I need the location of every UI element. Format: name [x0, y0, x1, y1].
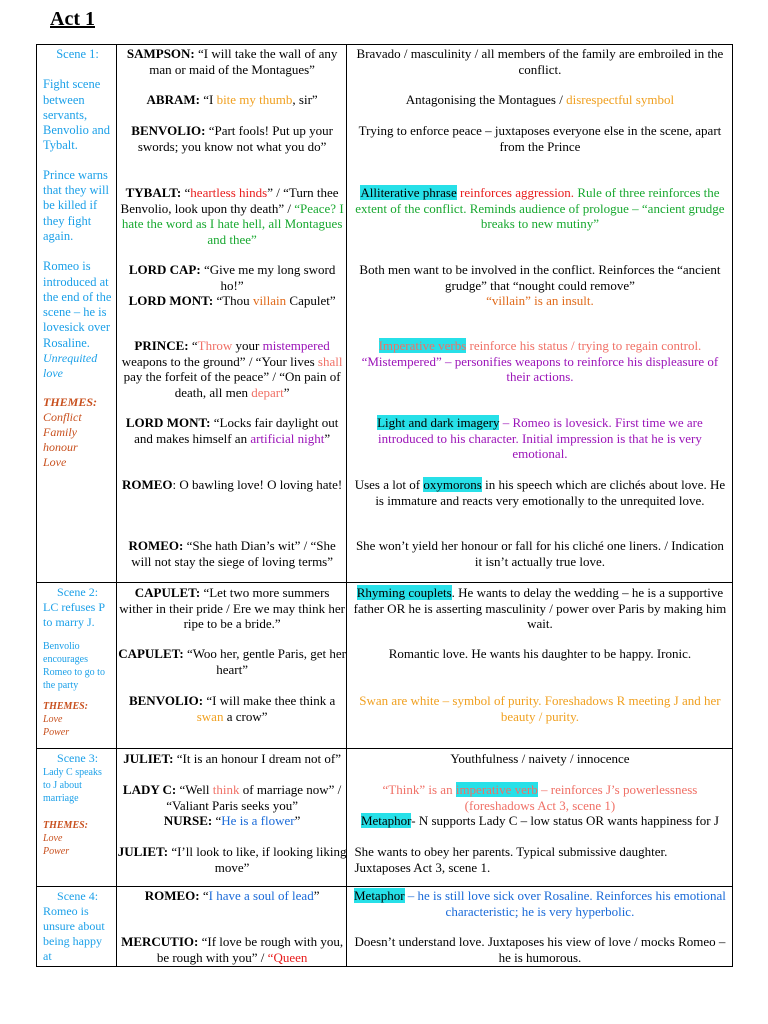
quote: [117, 185, 347, 247]
text-span: “: [184, 185, 191, 200]
quote: [117, 338, 347, 400]
text-span: “Locks fair daylight out and makes himself an: [134, 415, 339, 446]
quote: [117, 262, 347, 309]
scene-summary: Romeo is unsure about being happy at: [43, 904, 105, 963]
text-span: artificial night: [250, 430, 325, 446]
quote-cell: [117, 887, 347, 967]
speaker-name: PRINCE:: [134, 338, 189, 353]
text-span: Rhyming couplets: [356, 585, 452, 600]
text-span: “: [215, 813, 222, 828]
text-span: in his speech which are clichés about love. He is immature and reacts very emotionally to the unrequited love.: [375, 477, 726, 508]
theme-item: Love: [43, 833, 63, 844]
page-title: Act 1: [50, 8, 95, 30]
analysis: Swan are white – symbol of purity. Foreshadows R meeting J and her beauty / purity.: [359, 693, 721, 724]
scene-summary: Lady C speaks to J about marriage: [43, 767, 102, 804]
analysis: [347, 782, 732, 813]
analysis: [347, 92, 732, 108]
quote: [117, 751, 347, 767]
quote: [117, 844, 347, 875]
scene-cell: [37, 583, 117, 749]
theme-item: Power: [43, 846, 70, 857]
text-span: – reinforces J’s powerlessness (foreshadows Act 3, scene 1): [464, 782, 698, 813]
scene-cell: [37, 749, 117, 887]
text-span: “Well: [179, 782, 213, 797]
scene-summary: LC refuses P to marry J.: [43, 600, 105, 629]
table-row: [37, 45, 733, 583]
quote: [117, 585, 347, 632]
quote: [117, 888, 347, 904]
speaker-name: LORD CAP:: [128, 262, 201, 277]
speaker-name: ROMEO:: [128, 538, 184, 553]
text-span: “It is an honour I dream not of”: [176, 751, 342, 766]
text-span: depart: [251, 384, 284, 400]
text-span: “Let two more summers wither in their pride / Ere we may think her ripe to be a bride.”: [119, 585, 345, 631]
text-span: Metaphor: [353, 888, 405, 903]
text-span: . He wants to delay the wedding – he is a supportive father OR he is asserting masculinity / power over Paris by making him wait.: [353, 585, 727, 631]
theme-item: Love: [43, 714, 63, 725]
speaker-name: SAMPSON:: [126, 46, 195, 61]
text-span: “I will make thee think a: [206, 693, 336, 708]
speaker-name: ROMEO: [121, 477, 173, 492]
text-span: “I’ll look to like, if looking liking move”: [171, 844, 347, 875]
speaker-name: BENVOLIO:: [131, 123, 206, 138]
scene-heading: Scene 1:: [56, 47, 99, 61]
analysis: [347, 888, 732, 919]
analysis-cell: [347, 583, 733, 749]
quote-cell: [117, 749, 347, 887]
text-span: Light and dark imagery: [377, 415, 500, 430]
analysis: Romantic love. He wants his daughter to be happy. Ironic.: [388, 646, 692, 661]
text-span: ” / “Turn thee Benvolio, look upon thy death” /: [120, 185, 339, 216]
text-span: ”: [313, 888, 320, 903]
text-span: heartless hinds: [190, 185, 268, 200]
text-span: Uses a lot of: [354, 477, 424, 492]
text-span: “I will take the wall of any man or maid of the Montagues”: [149, 46, 338, 77]
text-span: - N supports Lady C – low status OR wants happiness for J: [411, 813, 719, 828]
text-span: He is a flower: [221, 813, 295, 828]
analysis: [347, 813, 732, 829]
analysis-table: [36, 44, 733, 967]
text-span: ”: [294, 813, 301, 828]
table-row: [37, 749, 733, 887]
text-span: “: [202, 888, 209, 903]
analysis: She won’t yield her honour or fall for his cliché one liners. / Indication it isn’t actually true love.: [355, 538, 724, 569]
themes-label: THEMES:: [43, 820, 89, 831]
speaker-name: BENVOLIO:: [128, 693, 204, 708]
analysis: [347, 185, 732, 232]
text-span: “villain” is an insult.: [486, 293, 594, 308]
text-span: “Mistempered” – personifies weapons to reinforce his displeasure of their actions.: [361, 353, 719, 384]
text-span: Capulet”: [286, 293, 336, 308]
speaker-name: LORD MONT:: [125, 415, 211, 430]
text-span: a crow”: [223, 708, 268, 724]
table-row: [37, 887, 733, 967]
scene-summary: Prince warns that they will be killed if they fight again.: [43, 167, 109, 243]
analysis: [347, 477, 732, 508]
text-span: mistempered: [262, 338, 330, 353]
quote: [117, 415, 347, 446]
scene-summary: Fight scene between servants, Benvolio and Tybalt.: [43, 77, 111, 153]
theme-item: Love: [43, 455, 67, 470]
text-span: Alliterative phrase: [360, 185, 457, 200]
quote: [117, 693, 347, 724]
quote-cell: [117, 583, 347, 749]
text-span: reinforces aggression.: [456, 185, 575, 200]
quote: [117, 477, 347, 493]
speaker-name: CAPULET:: [118, 646, 184, 661]
analysis: Trying to enforce peace – juxtaposes everyone else in the scene, apart from the Prince: [358, 123, 722, 154]
text-span: imperative verb: [455, 782, 538, 797]
text-span: “Queen: [267, 949, 308, 965]
scene-heading: Scene 3:: [57, 751, 99, 765]
text-span: weapons to the ground” / “Your lives: [121, 353, 318, 369]
scene-cell: [37, 45, 117, 583]
quote: [117, 934, 347, 965]
text-span: “I: [203, 92, 217, 107]
text-span: reinforce his status / trying to regain control.: [466, 338, 702, 353]
speaker-name: JULIET:: [123, 751, 174, 766]
scene-cell: [37, 887, 117, 967]
text-span: – Romeo is lovesick. First time we are introduced to his character. Initial impression is that he is very emotional.: [378, 415, 703, 461]
text-span: “Thou: [216, 293, 253, 308]
text-span: Antagonising the Montagues /: [405, 92, 567, 107]
analysis: Doesn’t understand love. Juxtaposes his view of love / mocks Romeo – he is humorous.: [354, 934, 726, 965]
text-span: : O bawling love! O loving hate!: [172, 477, 343, 492]
text-span: “She hath Dian’s wit” / “She will not stay the siege of loving terms”: [131, 538, 336, 569]
scene-heading: Scene 2:: [57, 585, 99, 599]
text-span: Rule of three reinforces the extent of the conflict. Reminds audience of prologue – “ancient grudge breaks to new mutiny”: [355, 185, 725, 231]
scene-summary: Benvolio encourages Romeo to go to the party: [43, 641, 105, 691]
text-span: think: [212, 782, 240, 797]
text-span: bite my thumb: [216, 92, 293, 107]
text-span: swan: [196, 708, 224, 724]
analysis-cell: [347, 887, 733, 967]
analysis: Youthfulness / naivety / innocence: [450, 751, 630, 766]
text-span: Throw: [197, 338, 233, 353]
text-span: I have a soul of lead: [208, 888, 314, 903]
speaker-name: NURSE:: [163, 813, 213, 828]
quote: [117, 813, 347, 829]
text-span: “If love be rough with you, be rough with you” /: [156, 934, 344, 965]
speaker-name: MERCUTIO:: [121, 934, 199, 949]
speaker-name: ROMEO:: [144, 888, 200, 903]
quote: [117, 646, 347, 677]
text-span: of marriage now” / “Valiant Paris seeks you”: [166, 782, 342, 813]
text-span: , sir”: [292, 92, 318, 107]
text-span: shall: [317, 353, 343, 369]
theme-item: Family honour: [43, 425, 78, 455]
text-span: “Think” is an: [382, 782, 456, 797]
text-span: your: [232, 338, 263, 353]
text-span: “: [191, 338, 198, 353]
text-span: ”: [283, 384, 290, 400]
table-row: [37, 583, 733, 749]
analysis-cell: [347, 749, 733, 887]
analysis: She wants to obey her parents. Typical submissive daughter. Juxtaposes Act 3, scene 1.: [354, 844, 668, 875]
analysis: [347, 585, 732, 632]
speaker-name: LORD MONT:: [128, 293, 214, 308]
text-span: “Give me my long sword ho!”: [203, 262, 336, 293]
analysis: [347, 262, 732, 309]
scene-heading: Scene 4:: [57, 889, 99, 903]
quote: [117, 92, 347, 108]
text-span: “Part fools! Put up your swords; you know not what you do”: [137, 123, 333, 154]
theme-item: Conflict: [43, 410, 82, 425]
text-span: Imperative verbs: [378, 338, 467, 353]
text-span: Metaphor: [360, 813, 412, 828]
quote-cell: [117, 45, 347, 583]
theme-item: Power: [43, 727, 70, 738]
analysis: [347, 338, 732, 385]
quote: [117, 538, 347, 569]
quote: [117, 46, 347, 77]
text-span: – he is still love sick over Rosaline. Reinforces his emotional characteristic; he is very hyperbolic.: [404, 888, 726, 919]
themes-label: THEMES:: [43, 395, 98, 410]
text-span: “Woo her, gentle Paris, get her heart”: [186, 646, 347, 677]
analysis: Bravado / masculinity / all members of the family are embroiled in the conflict.: [356, 46, 724, 77]
analysis-cell: [347, 45, 733, 583]
text-span: disrespectful symbol: [566, 92, 675, 107]
speaker-name: JULIET:: [117, 844, 169, 859]
text-span: ”: [324, 430, 331, 446]
quote: [117, 782, 347, 813]
themes-label: THEMES:: [43, 701, 89, 712]
scene-summary: Romeo is introduced at the end of the scene – he is lovesick over Rosaline.: [43, 259, 112, 350]
speaker-name: TYBALT:: [125, 185, 182, 200]
analysis: [347, 415, 732, 462]
text-span: pay the forfeit of the peace” / “On pain of death, all men: [123, 369, 341, 400]
speaker-name: CAPULET:: [134, 585, 201, 600]
speaker-name: LADY C:: [122, 782, 177, 797]
scene-note: Unrequited love: [43, 351, 98, 381]
text-span: “Peace? I hate the word as I hate hell, all Montagues and thee”: [121, 200, 344, 247]
quote: [117, 123, 347, 154]
text-span: Both men want to be involved in the conflict. Reinforces the “ancient grudge” that “nought could remove”: [359, 262, 721, 293]
text-span: villain: [252, 293, 287, 308]
text-span: oxymorons: [423, 477, 482, 492]
speaker-name: ABRAM:: [146, 92, 200, 107]
